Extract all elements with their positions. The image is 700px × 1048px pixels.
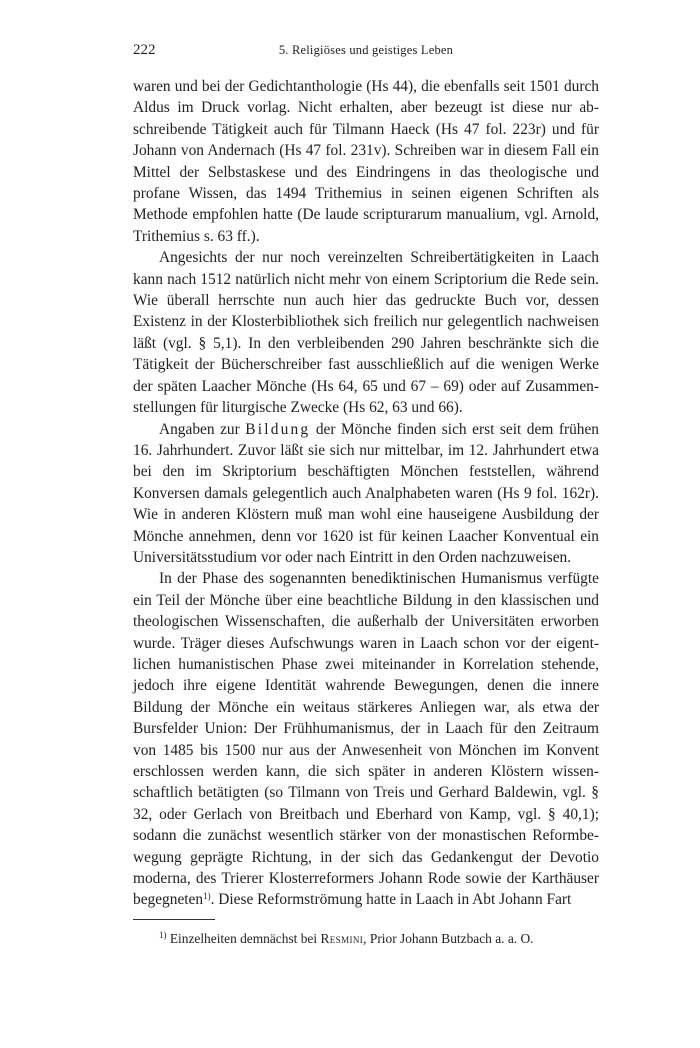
footnote-author: Resmini: [320, 930, 364, 946]
paragraph-4: [133, 568, 599, 911]
page-header: [133, 42, 599, 66]
running-title: 5. Religiöses und geistiges Leben: [278, 43, 454, 57]
paragraph-2: Angesichts der nur noch vereinzelten Schreibertätigkeiten in Laach kann nach 1512 natürlich nicht mehr von einem Scriptorium die Rede sein. Wie überall herrschte nun auch hier das gedruckte Buch vor, dessen Existenz in der Klosterbibliothek sich freilich nur gelegentlich nachweisen läßt (vgl. § 5,1). In den verbleibenden 290 Jahren beschränkte sich die Tätigkeit der Bücherschreiber fast ausschließlich auf die wenigen Werke der späten Laacher Mönche (Hs 64, 65 und 67 – 69) oder auf Zusammenstellungen für liturgische Zwecke (Hs 62, 63 und 66).: [133, 249, 599, 417]
footnote: [133, 930, 599, 948]
footnote-reference: 1): [203, 891, 211, 902]
paragraph-1: waren und bei der Gedichtanthologie (Hs 44), die ebenfalls seit 1501 durch Aldus im Druck vorlag. Nicht erhalten, aber bezeugt ist diese nur abschreibende Tätigkeit auch für Tilmann Haeck (Hs 47 fol. 223r) und für Johann von Andernach (Hs 47 fol. 231v). Schreiben war in diesem Fall ein Mittel der Selbstaskese und des Eindringens in das theologische und profane Wissen, das 1494 Trithemius in seinen eigenen Schriften als Methode empfohlen hatte (De laude scripturarum manualium, vgl. Arnold, Trithemius s. 63 ff.).: [133, 78, 599, 245]
book-page: [133, 42, 599, 948]
footnote-divider: [133, 919, 215, 920]
footnote-marker: 1): [159, 929, 167, 940]
paragraph-3-body: der Mönche finden sich erst seit dem frühen 16. Jahrhundert. Zuvor läßt sie sich nur mittelbar, im 12. Jahrhundert etwa bei den im Skriptorium beschäftigten Mönchen feststellen, während Konversen damals gelegentlich auch Analphabeten waren (Hs 9 fol. 162r). Wie in anderen Klöstern muß man wohl eine hauseigene Ausbildung der Mönche annehmen, denn vor 1620 ist für keinen Laacher Konventual ein Universitätsstudium vor oder nach Eintritt in den Orden nachzuweisen.: [133, 420, 599, 566]
paragraph-3-lead: Angaben zur: [159, 420, 246, 438]
paragraph-4-body: In der Phase des sogenannten benediktinischen Humanismus verfügte ein Teil der Mönche über eine beachtliche Bildung in den klassischen und theologischen Wissenschaften, die außerhalb der Universitäten erworben wurde. Träger dieses Aufschwungs waren in Laach schon vor der eigentlichen humanistischen Phase zwei miteinander in Korrelation stehende, jedoch ihre eigene Identität wahrende Bewegungen, denen die innere Bildung der Mönche ein weitaus stärkeres Anliegen war, als etwa der Bursfelder Union: Der Frühhumanismus, der in Laach für den Zeitraum von 1485 bis 1500 nur aus der Anwesenheit von Mönchen im Konvent erschlossen werden kann, die sich später in anderen Klöstern wissenschaftlich betätigten (so Tilmann von Treis und Gerhard Baldewin, vgl. § 32, oder Gerlach von Breitbach und Eberhard von Kamp, vgl. § 40,1); sodann die zunächst wesentlich stärker von der monastischen Reformbewegung geprägte Richtung, in der sich das Gedankengut der Devotio moderna, des Trierer Klosterreformers Johann Rode sowie der Karthäuser begegneten: [133, 570, 599, 909]
footnote-lead: Einzelheiten demnächst bei: [166, 930, 321, 946]
page-number: 222: [133, 42, 156, 58]
footnote-tail: , Prior Johann Butzbach a. a. O.: [363, 930, 534, 946]
paragraph-4-tail: . Diese Reformströmung hatte in Laach in Abt Johann Fart: [210, 891, 572, 909]
spaced-term-bildung: Bildung: [245, 420, 311, 438]
paragraph-3: [133, 419, 599, 569]
